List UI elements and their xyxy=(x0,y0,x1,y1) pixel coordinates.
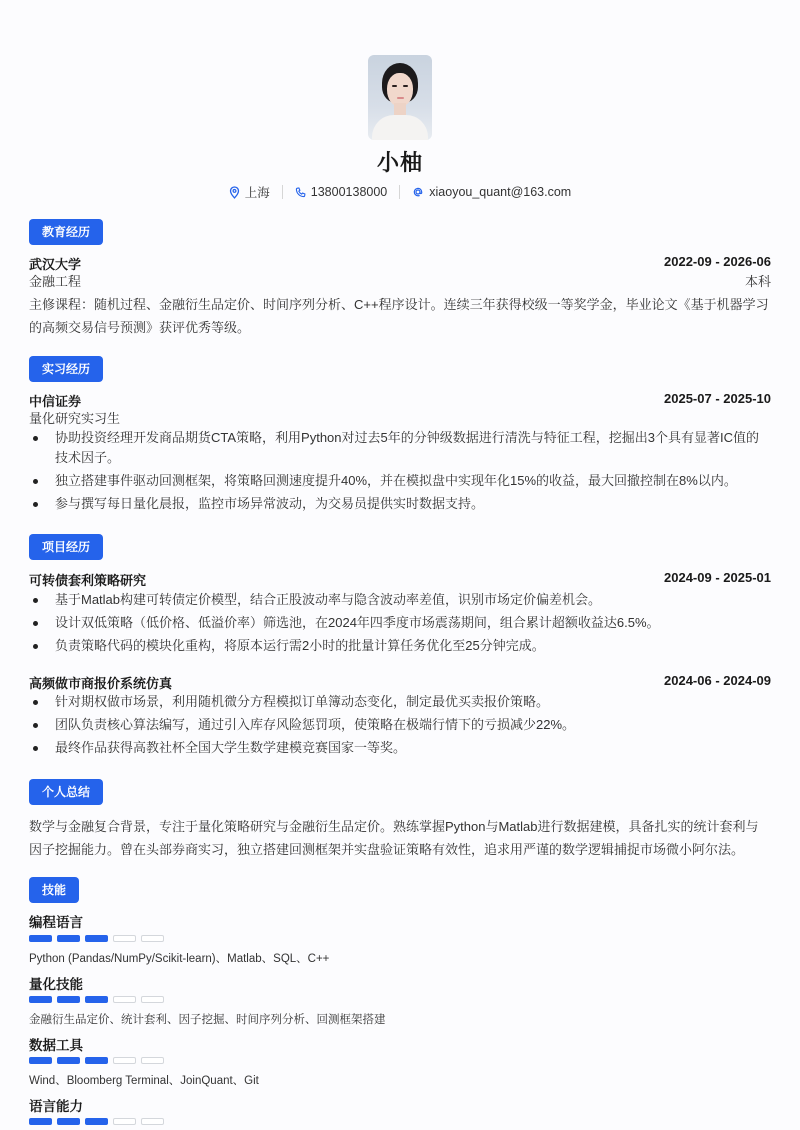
level-bar-filled xyxy=(29,1118,52,1125)
level-bar-filled xyxy=(57,996,80,1003)
skill-name: 数据工具 xyxy=(29,1038,83,1053)
contact-email xyxy=(412,185,571,199)
list-item: 基于Matlab构建可转债定价模型，结合正股波动率与隐含波动率差值，识别市场定价偏差机会。 xyxy=(29,590,771,610)
section-badge-skills: 技能 xyxy=(29,877,79,903)
location-text: 上海 xyxy=(244,186,270,200)
phone-icon xyxy=(295,187,306,198)
profile-photo xyxy=(368,55,432,140)
skill-description: Wind、Bloomberg Terminal、JoinQuant、Git xyxy=(29,1075,259,1087)
project-dates: 2024-06 - 2024-09 xyxy=(664,673,771,688)
list-item: 设计双低策略（低价格、低溢价率）筛选池，在2024年四季度市场震荡期间，组合累计超额收益达6.5%。 xyxy=(29,613,771,633)
level-bar-filled xyxy=(85,1118,108,1125)
skill-name: 语言能力 xyxy=(29,1099,83,1114)
role-text: 量化研究实习生 xyxy=(29,411,121,426)
level-bar-filled xyxy=(29,1057,52,1064)
company-name: 中信证券 xyxy=(29,394,82,409)
phone-text[interactable]: 13800138000 xyxy=(310,185,388,199)
level-bar-filled xyxy=(57,935,80,942)
skill-name: 量化技能 xyxy=(29,977,83,992)
level-bar-empty xyxy=(113,935,136,942)
project-name: 高频做市商报价系统仿真 xyxy=(29,676,173,691)
map-pin-icon xyxy=(229,186,240,199)
list-item: 团队负责核心算法编写，通过引入库存风险惩罚项，使策略在极端行情下的亏损减少22%。 xyxy=(29,715,771,735)
skill-level-bars xyxy=(29,1118,164,1125)
section-badge-projects: 项目经历 xyxy=(29,534,103,560)
level-bar-filled xyxy=(85,935,108,942)
level-bar-empty xyxy=(141,996,164,1003)
contact-phone xyxy=(295,185,387,199)
project-name: 可转债套利策略研究 xyxy=(29,573,147,588)
list-item: 最终作品获得高教社杯全国大学生数学建模竞赛国家一等奖。 xyxy=(29,738,771,758)
degree: 本科 xyxy=(744,274,771,289)
project-bullets-1 xyxy=(29,590,771,659)
project-header-1 xyxy=(29,570,771,589)
skill-description: Python (Pandas/NumPy/Scikit-learn)、Matlab、SQL、C++ xyxy=(29,953,330,965)
email-text[interactable]: xiaoyou_quant@163.com xyxy=(429,185,572,199)
level-bar-filled xyxy=(29,996,52,1003)
section-badge-internship: 实习经历 xyxy=(29,356,103,382)
list-item: 负责策略代码的模块化重构，将原本运行需2小时的批量计算任务优化至25分钟完成。 xyxy=(29,636,771,656)
education-sub xyxy=(29,271,771,290)
skill-name: 编程语言 xyxy=(29,915,83,930)
internship-bullets xyxy=(29,428,771,517)
skill-level-bars xyxy=(29,935,164,942)
section-badge-education: 教育经历 xyxy=(29,219,103,245)
education-dates: 2022-09 - 2026-06 xyxy=(664,254,771,269)
major: 金融工程 xyxy=(29,274,82,289)
school-name: 武汉大学 xyxy=(29,257,82,272)
level-bar-filled xyxy=(29,935,52,942)
internship-dates: 2025-07 - 2025-10 xyxy=(664,391,771,406)
level-bar-filled xyxy=(85,1057,108,1064)
level-bar-empty xyxy=(113,1118,136,1125)
level-bar-empty xyxy=(113,1057,136,1064)
level-bar-filled xyxy=(57,1118,80,1125)
list-item: 独立搭建事件驱动回测框架，将策略回测速度提升40%，并在模拟盘中实现年化15%的收益，最大回撤控制在8%以内。 xyxy=(29,471,771,491)
contact-info xyxy=(0,183,800,201)
level-bar-empty xyxy=(141,1057,164,1064)
project-header-2 xyxy=(29,673,771,692)
at-sign-icon xyxy=(412,186,424,198)
list-item: 协助投资经理开发商品期货CTA策略，利用Python对过去5年的分钟级数据进行清洗与特征工程，挖掘出3个具有显著IC值的技术因子。 xyxy=(29,428,771,468)
level-bar-empty xyxy=(141,935,164,942)
education-description: 主修课程：随机过程、金融衍生品定价、时间序列分析、C++程序设计。连续三年获得校级一等奖学金，毕业论文《基于机器学习的高频交易信号预测》获评优秀等级。 xyxy=(29,297,769,335)
level-bar-empty xyxy=(113,996,136,1003)
project-dates: 2024-09 - 2025-01 xyxy=(664,570,771,585)
contact-location xyxy=(229,183,270,201)
list-item: 参与撰写每日量化晨报，监控市场异常波动，为交易员提供实时数据支持。 xyxy=(29,494,771,514)
level-bar-filled xyxy=(57,1057,80,1064)
candidate-name: 小柚 xyxy=(376,150,423,175)
internship-role xyxy=(29,408,771,427)
skill-level-bars xyxy=(29,996,164,1003)
skill-description: 金融衍生品定价、统计套利、因子挖掘、时间序列分析、回测框架搭建 xyxy=(29,1014,386,1026)
divider xyxy=(399,185,400,199)
divider xyxy=(282,185,283,199)
project-bullets-2 xyxy=(29,692,771,761)
section-badge-summary: 个人总结 xyxy=(29,779,103,805)
list-item: 针对期权做市场景，利用随机微分方程模拟订单簿动态变化，制定最优买卖报价策略。 xyxy=(29,692,771,712)
skill-level-bars xyxy=(29,1057,164,1064)
summary-text: 数学与金融复合背景，专注于量化策略研究与金融衍生品定价。熟练掌握Python与Matlab进行数据建模，具备扎实的统计套利与因子挖掘能力。曾在头部券商实习，独立搭建回测框架并实盘验证策略有效性，追求用严谨的数学逻辑捕捉市场微小阿尔法。 xyxy=(29,819,759,857)
level-bar-empty xyxy=(141,1118,164,1125)
level-bar-filled xyxy=(85,996,108,1003)
